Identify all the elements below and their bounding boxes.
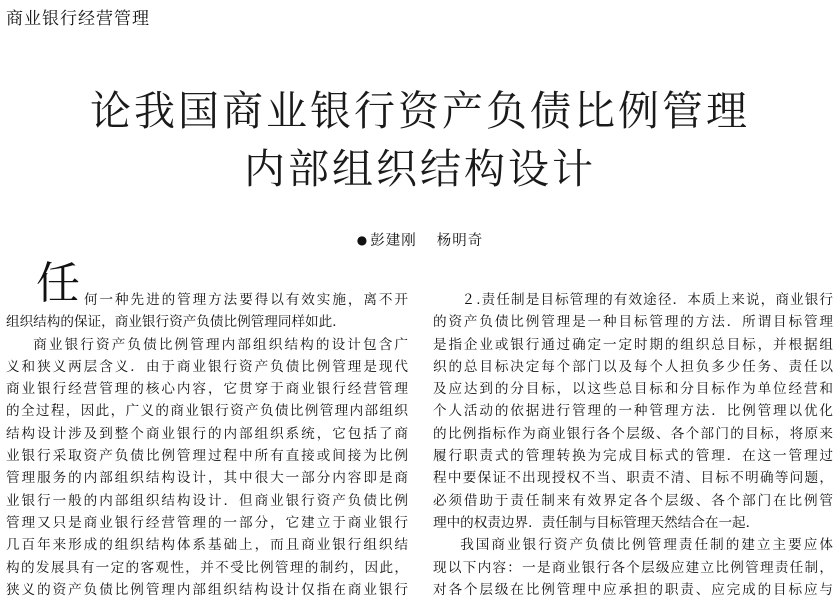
text-line: ２.责任制是目标管理的有效途径．本质上来说，商业银行: [461, 292, 833, 308]
text-line: 狭义的资产负债比例管理内部组织结构设计仅指在商业银行: [6, 581, 408, 598]
author-line: [0, 229, 840, 250]
author-name: 杨明奇: [436, 233, 484, 249]
text-line: 理中的权责边界．责任制与目标管理天然结合在一起．: [433, 514, 760, 531]
title-line-1: 论我国商业银行资产负债比例管理: [90, 87, 750, 135]
text-line: 业银行一般的内部组织结构设计．但商业银行资产负债比例: [6, 492, 408, 509]
article-title: [0, 82, 840, 198]
text-line: 现以下内容：一是商业银行各个层级应建立比例管理责任制，: [433, 559, 833, 576]
text-line: 管理又只是商业银行经营管理的一部分，它建立于商业银行: [6, 514, 408, 531]
text-line: 义和狭义两层含义．由于商业银行资产负债比例管理是现代: [6, 358, 408, 375]
text-line: 构的发展具有一定的客观性，并不受比例管理的制约，因此，: [6, 559, 408, 576]
text-line: 业银行采取资产负债比例管理过程中所有直接或间接为比例: [6, 448, 408, 465]
text-line: 结构设计涉及到整个商业银行的内部组织系统，它包括了商: [6, 425, 408, 442]
text-line: 是指企业或银行通过确定一定时期的组织总目标，并根据组: [433, 336, 833, 353]
text-line: 管理服务的内部组织结构设计，其中很大一部分内容即是商: [6, 470, 408, 487]
text-line: 对各个层级在比例管理中应承担的职责、应完成的目标应与: [433, 581, 833, 598]
running-header: 商业银行经营管理: [6, 9, 150, 29]
bullet-icon: ●: [356, 233, 369, 247]
text-line: 履行职责式的管理转换为完成目标式的管理．在这一管理过: [433, 448, 833, 465]
text-line: 必须借助于责任制来有效界定各个层级、各个部门在比例管: [433, 492, 833, 509]
author-name: 彭建刚: [370, 233, 417, 249]
title-line-2: 内部组织结构设计: [244, 145, 596, 193]
text-line: 商业银行资产负债比例管理内部组织结构的设计包含广: [33, 336, 408, 353]
text-line: 程中要保证不出现授权不当、职责不清、目标不明确等问题，: [433, 470, 833, 487]
drop-cap: 任: [36, 258, 80, 309]
text-line: 的资产负债比例管理是一种目标管理的方法．所谓目标管理: [433, 314, 833, 331]
left-column: [6, 289, 408, 601]
text-line: 的比例指标作为商业银行各个层级、各个部门的目标，将原来: [433, 425, 833, 442]
right-column: [433, 289, 833, 601]
text-line: 我国商业银行资产负债比例管理责任制的建立主要应体: [460, 537, 833, 554]
text-line: 几百年来形成的组织结构体系基础上，而且商业银行组织结: [6, 537, 408, 554]
text-line: 的全过程，因此，广义的商业银行资产负债比例管理内部组织: [6, 403, 408, 420]
text-line: 织的总目标决定每个部门以及每个人担负多少任务、责任以: [433, 358, 833, 375]
text-line: 个人活动的依据进行管理的一种管理方法．比例管理以优化: [433, 403, 833, 420]
text-line: 商业银行经营管理的核心内容，它贯穿于商业银行经营管理: [6, 381, 408, 398]
text-line: 何一种先进的管理方法要得以有效实施，离不开: [84, 292, 408, 308]
text-line: 组织结构的保证，商业银行资产负债比例管理同样如此．: [6, 314, 346, 331]
text-line: 及应达到的分目标，以这些总目标和分目标作为单位经营和: [433, 381, 833, 398]
